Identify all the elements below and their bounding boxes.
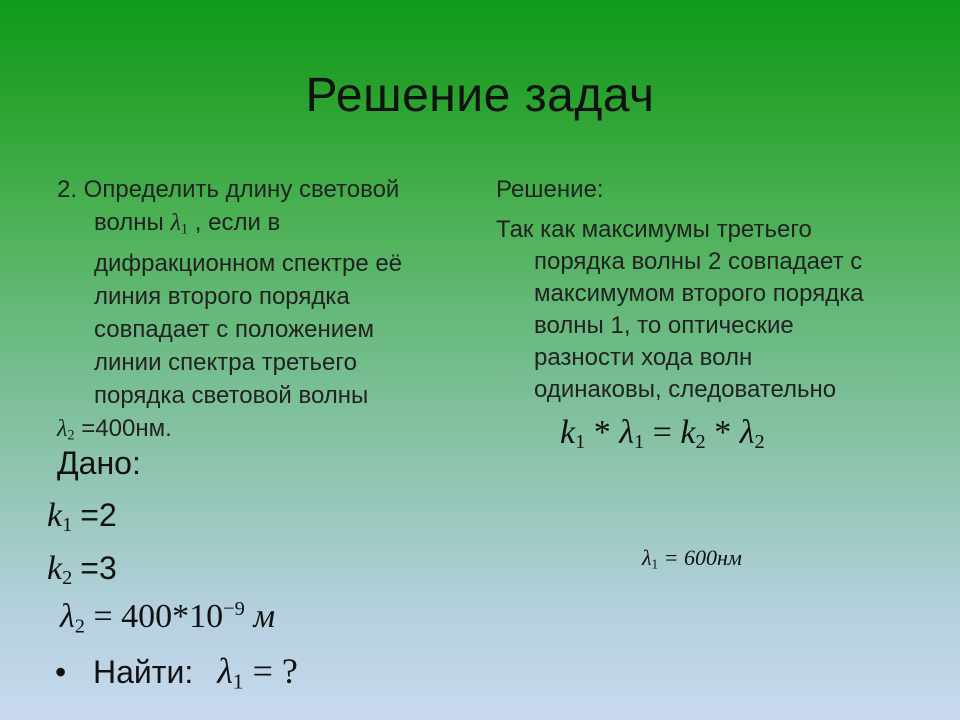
problem-line-4: линия второго порядка (94, 282, 350, 310)
k2-value: =3 (80, 550, 117, 586)
problem-line-6: линии спектра третьего (94, 348, 357, 376)
result-equation: $\lambda_1 = 600нм$ (642, 545, 742, 572)
solution-line-3: максимумом второго порядка (534, 280, 864, 307)
lambda1-symbol: $\lambda_1$ (170, 210, 189, 238)
problem-line-1: 2. Определить длину световой (57, 176, 400, 203)
problem-line-3: дифракционном спектре её (94, 249, 403, 277)
lambda2-unit: м (253, 598, 276, 636)
solution-line-2: порядка волны 2 совпадает с (534, 248, 863, 275)
problem-line-5: совпадает с положением (94, 315, 375, 343)
solution-heading: Решение: (496, 176, 604, 203)
k1-value: =2 (80, 497, 117, 533)
lambda2-symbol: $\lambda_2$ (57, 415, 75, 444)
find-row (55, 650, 298, 694)
solution-block (496, 174, 926, 406)
given-k2-row (47, 550, 117, 590)
bullet-icon: • (55, 654, 67, 690)
given-heading: Дано: (57, 445, 141, 481)
result-value: = 600нм (663, 545, 742, 570)
solution-line-1: Так как максимумы третьего (496, 216, 812, 243)
lambda2-exponent: −9 (223, 598, 245, 620)
main-equation: $k_1 * \lambda_1 = k_2 * \lambda_2$ (560, 414, 765, 454)
solution-line-4: волны 1, то оптические (534, 312, 794, 339)
problem-line-8-text: =400нм. (81, 414, 172, 442)
problem-line-2 (57, 206, 467, 247)
solution-line-6: одинаковы, следовательно (534, 376, 837, 403)
slide-title: Решение задач (305, 69, 655, 122)
problem-line-2-tail: , если в (194, 209, 281, 236)
given-k1-row (47, 497, 117, 537)
lambda2-expression: = 400*10 (93, 598, 224, 636)
problem-statement (57, 173, 467, 452)
solution-line-5: разности хода волн (534, 344, 753, 371)
problem-line-7: порядка световой волны (94, 381, 369, 409)
problem-line-2-text: волны (94, 209, 164, 236)
given-lambda2-equation: $\lambda_2 = 400*10^{-9}$ м (60, 598, 276, 638)
k1-symbol: $k_1$ (47, 497, 73, 537)
k2-symbol: $k_2$ (47, 550, 73, 590)
find-lambda1-expression: $\lambda_1$ = ? (217, 651, 298, 694)
find-label: Найти: (93, 654, 194, 690)
